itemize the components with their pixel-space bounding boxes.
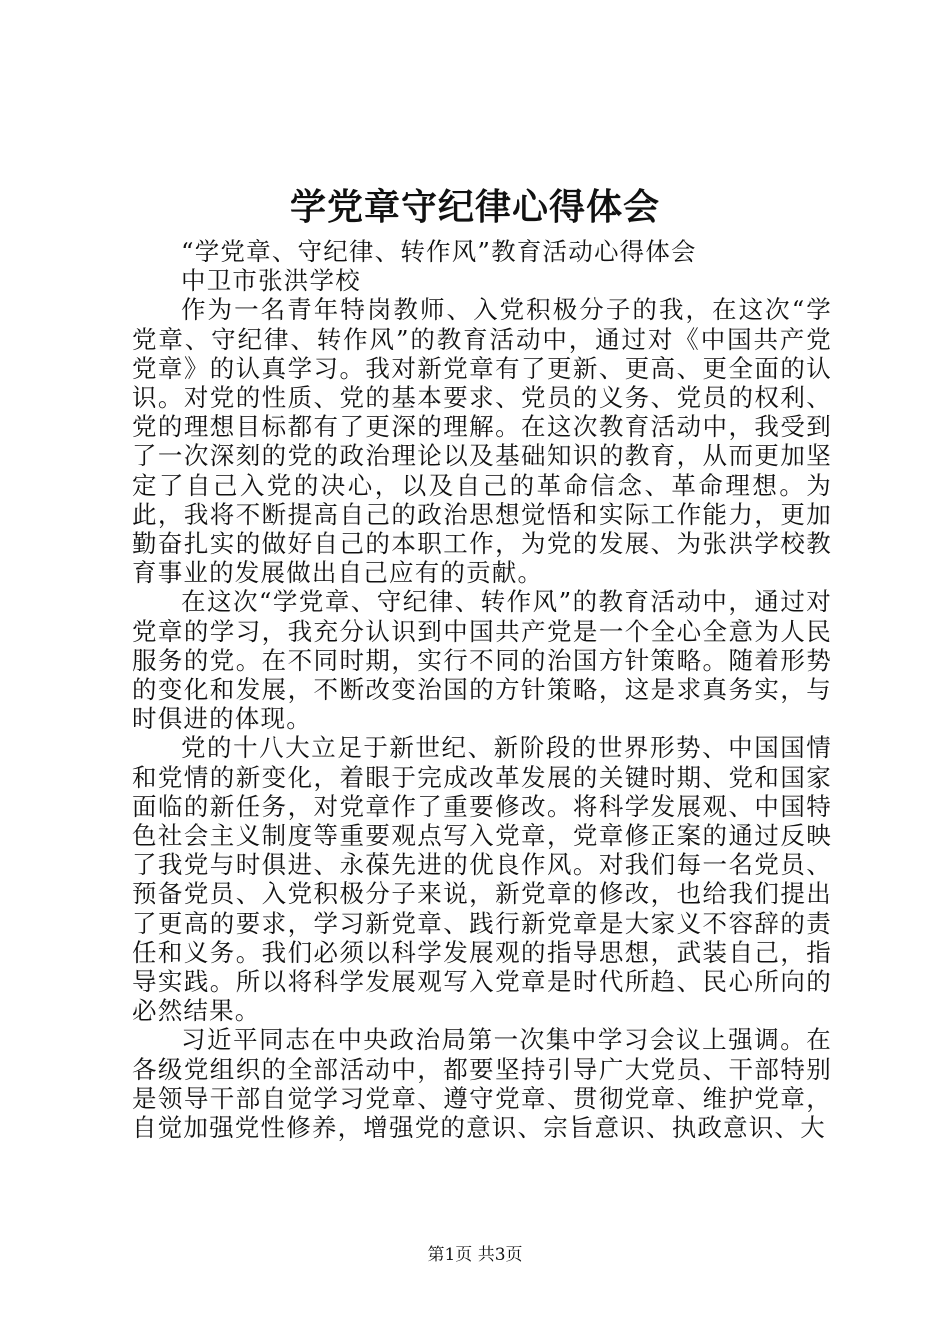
document-body <box>132 237 832 1142</box>
body-paragraph-3: 党的十八大立足于新世纪、新阶段的世界形势、中国国情和党情的新变化，着眼于完成改革发展的关键时期、党和国家面临的新任务，对党章作了重要修改。将科学发展观、中国特色社会主义制度等重要观点写入党章，党章修正案的通过反映了我党与时俱进、永葆先进的优良作风。对我们每一名党员、预备党员、入党积极分子来说，新党章的修改，也给我们提出了更高的要求，学习新党章、践行新党章是大家义不容辞的责任和义务。我们必须以科学发展观的指导思想，武装自己，指导实践。所以将科学发展观写入党章是时代所趋、民心所向的必然结果。 <box>132 733 832 1026</box>
body-paragraph-2: 在这次“学党章、守纪律、转作风”的教育活动中，通过对党章的学习，我充分认识到中国共产党是一个全心全意为人民服务的党。在不同时期，实行不同的治国方针策略。随着形势的变化和发展，不断改变治国的方针策略，这是求真务实，与时俱进的体现。 <box>132 587 832 734</box>
body-paragraph-4: 习近平同志在中央政治局第一次集中学习会议上强调。在各级党组织的全部活动中，都要坚持引导广大党员、干部特别是领导干部自觉学习党章、遵守党章、贯彻党章、维护党章，自觉加强党性修养，增强党的意识、宗旨意识、执政意识、大 <box>132 1025 832 1143</box>
document-title: 学党章守纪律心得体会 <box>289 187 660 228</box>
body-paragraph-1: 作为一名青年特岗教师、入党积极分子的我，在这次“学党章、守纪律、转作风”的教育活动中，通过对《中国共产党党章》的认真学习。我对新党章有了更新、更高、更全面的认识。对党的性质、党的基本要求、党员的义务、党员的权利、党的理想目标都有了更深的理解。在这次教育活动中，我受到了一次深刻的党的政治理论以及基础知识的教育，从而更加坚定了自己入党的决心，以及自己的革命信念、革命理想。为此，我将不断提高自己的政治思想觉悟和实际工作能力，更加勤奋扎实的做好自己的本职工作，为党的发展、为张洪学校教育事业的发展做出自己应有的贡献。 <box>132 295 832 588</box>
page-footer: 第1页 共3页 <box>427 1245 523 1265</box>
author-paragraph: 中卫市张洪学校 <box>181 266 361 296</box>
subtitle-paragraph: “学党章、守纪律、转作风”教育活动心得体会 <box>181 237 697 266</box>
